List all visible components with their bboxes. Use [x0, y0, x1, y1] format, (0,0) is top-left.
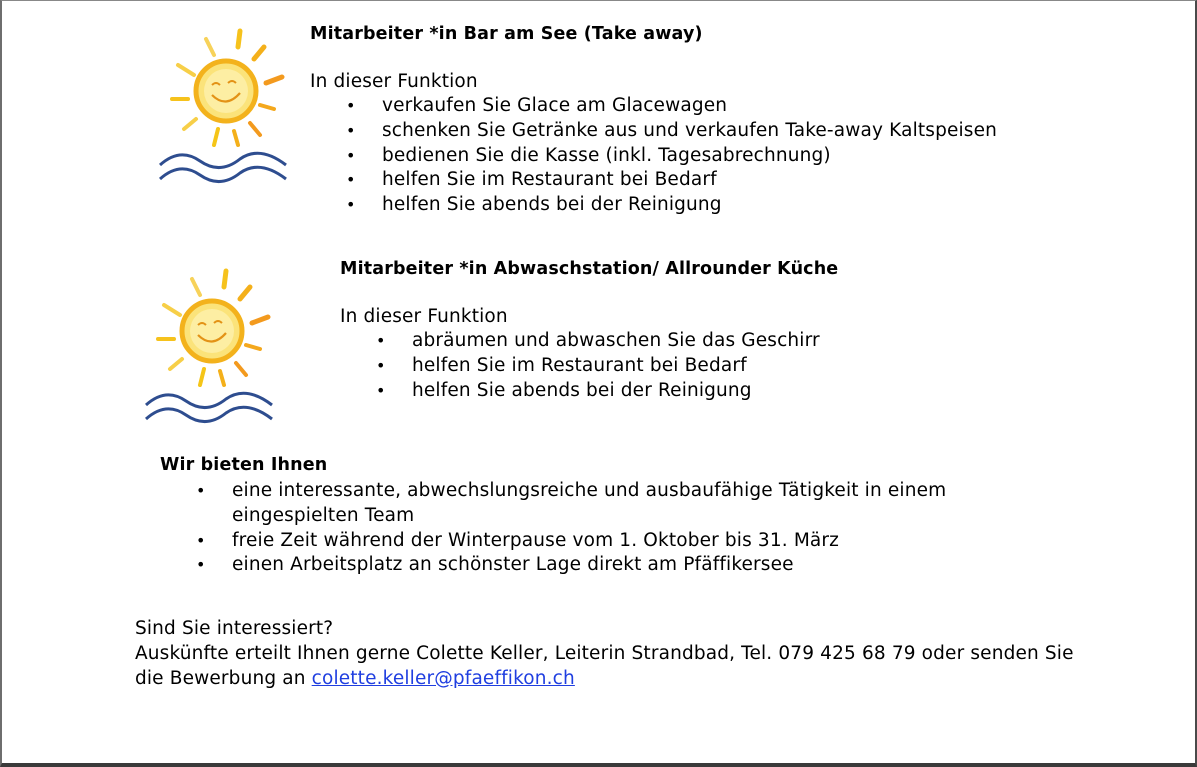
task-list — [376, 329, 838, 403]
bullet-icon: • — [346, 195, 356, 215]
bullet-icon: • — [376, 355, 386, 375]
list-item-continuation — [196, 504, 946, 529]
list-item — [346, 168, 997, 193]
contact-question: Sind Sie interessiert? — [135, 618, 334, 639]
task-text: helfen Sie im Restaurant bei Bedarf — [412, 354, 747, 376]
contact-section — [135, 617, 1074, 691]
task-text: bedienen Sie die Kasse (inkl. Tagesabrechnung) — [382, 144, 831, 166]
task-text: abräumen und abwaschen Sie das Geschirr — [412, 330, 820, 351]
list-item — [346, 94, 997, 119]
list-item — [346, 193, 997, 218]
list-item — [196, 553, 946, 578]
bullet-icon: • — [376, 331, 386, 350]
list-item — [196, 479, 946, 504]
sun-wave-logo-icon — [154, 25, 296, 185]
job-section-bar — [310, 22, 997, 218]
bullet-icon: • — [196, 555, 206, 575]
contact-line — [135, 667, 1074, 692]
task-text: helfen Sie abends bei der Reinigung — [382, 194, 722, 216]
task-text: helfen Sie im Restaurant bei Bedarf — [382, 169, 717, 191]
contact-prefix: die Bewerbung an — [135, 667, 312, 689]
offer-title: Wir bieten Ihnen — [160, 455, 328, 475]
job-title: Mitarbeiter *in Bar am See (Take away) — [310, 24, 703, 44]
bullet-icon: • — [376, 380, 386, 400]
sun-wave-logo-icon — [140, 265, 282, 425]
offer-text: einen Arbeitsplatz an schönster Lage direkt am Pfäffikersee — [232, 554, 794, 576]
task-list — [346, 94, 997, 218]
job-section-kitchen — [340, 257, 838, 403]
offer-text: eingespielten Team — [232, 504, 415, 526]
bullet-icon: • — [346, 96, 356, 115]
job-title: Mitarbeiter *in Abwaschstation/ Allrounder Küche — [340, 259, 839, 279]
list-item — [376, 329, 838, 354]
job-intro: In dieser Funktion — [340, 306, 508, 327]
bullet-icon: • — [346, 145, 356, 165]
task-text: schenken Sie Getränke aus und verkaufen Take-away Kaltspeisen — [382, 119, 997, 141]
list-item — [346, 119, 997, 144]
task-text: verkaufen Sie Glace am Glacewagen — [382, 95, 728, 116]
offer-text: eine interessante, abwechslungsreiche und ausbaufähige Tätigkeit in einem — [232, 480, 947, 501]
email-link[interactable]: colette.keller@pfaeffikon.ch — [311, 667, 575, 689]
offer-list — [196, 479, 946, 578]
contact-line: Auskünfte erteilt Ihnen gerne Colette Keller, Leiterin Strandbad, Tel. 079 425 68 79 oder senden Sie — [135, 642, 1074, 664]
job-intro: In dieser Funktion — [310, 71, 478, 92]
list-item — [346, 144, 997, 169]
bullet-icon: • — [346, 170, 356, 190]
offer-section — [160, 453, 946, 578]
list-item — [376, 354, 838, 379]
task-text: helfen Sie abends bei der Reinigung — [412, 379, 752, 401]
bullet-icon: • — [196, 530, 206, 550]
list-item — [376, 379, 838, 404]
bullet-icon: • — [196, 481, 206, 500]
offer-text: freie Zeit während der Winterpause vom 1. Oktober bis 31. März — [232, 529, 840, 551]
bullet-icon: • — [346, 120, 356, 140]
list-item — [196, 529, 946, 554]
